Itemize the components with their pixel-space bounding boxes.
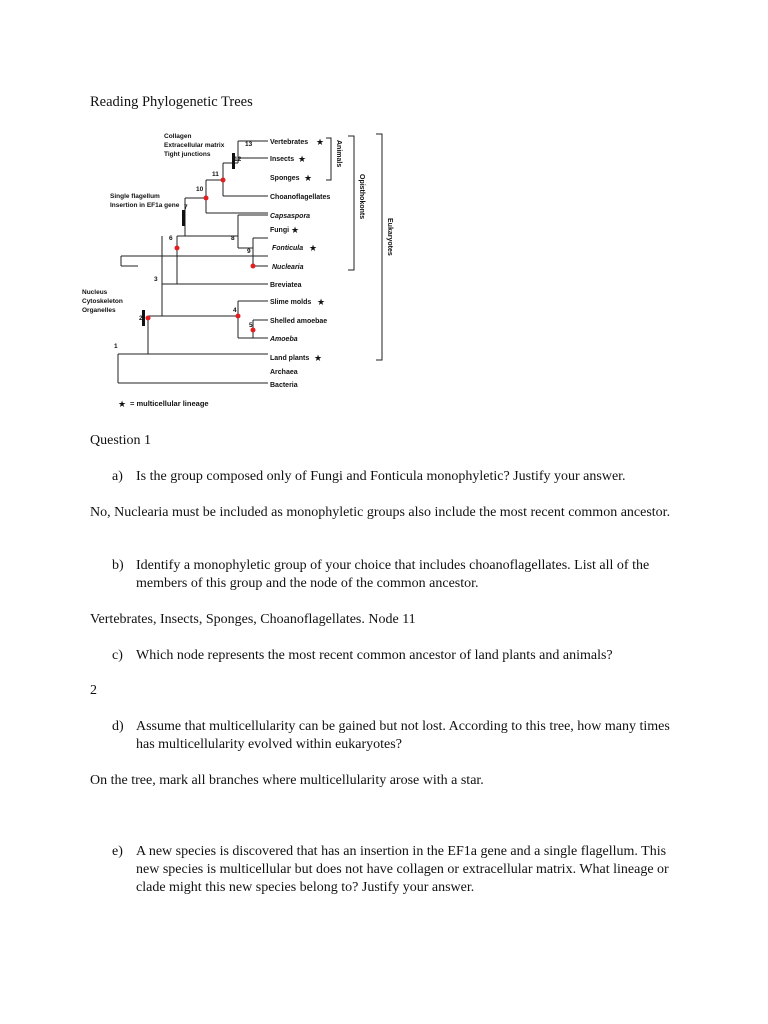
taxon-shelled-amoebae: Shelled amoebae (270, 318, 328, 325)
question-e-text: A new species is discovered that has an insertion in the EF1a gene and a single flagellum. This new species is multicellular but does not have collagen or extracellular matrix. What lineage or clade might this new species belong to? Justify your answer. (136, 844, 669, 895)
star-icon: ★ (304, 174, 313, 184)
trait-organelles: Organelles (82, 307, 116, 314)
clade-eukaryotes: Eukaryotes (386, 218, 393, 256)
taxon-archaea: Archaea (270, 369, 298, 376)
star-icon: ★ (291, 226, 300, 236)
page-title: Reading Phylogenetic Trees (90, 94, 253, 110)
tree-branches (118, 141, 268, 383)
node-label-2: 2 (139, 315, 143, 322)
question-c (112, 647, 682, 665)
question-e-letter: e) (112, 844, 123, 859)
node-label-12: 12 (234, 156, 242, 163)
clade-brackets (326, 134, 382, 360)
taxon-fonticula: Fonticula (272, 245, 304, 252)
taxon-land-plants: Land plants (270, 355, 310, 362)
trait-collagen: Collagen (164, 133, 192, 140)
branch-node-7 (185, 198, 238, 236)
taxon-capsaspora: Capsaspora (270, 213, 311, 220)
branch-node-9 (253, 238, 268, 266)
question-c-letter: c) (112, 648, 123, 663)
star-icon: ★ (314, 354, 323, 364)
node-label-8: 8 (231, 235, 235, 242)
node-label-13: 13 (245, 141, 253, 148)
taxon-nuclearia: Nuclearia (272, 264, 304, 271)
node-label-6: 6 (169, 235, 173, 242)
taxon-choanoflagellates: Choanoflagellates (270, 194, 331, 201)
answer-d: On the tree, mark all branches where multicellularity arose with a star. (90, 773, 484, 788)
question-b-text: Identify a monophyletic group of your choice that includes choanoflagellates. List all of the members of this group and the node of the common ancestor. (136, 558, 650, 591)
answer-a: No, Nuclearia must be included as monophyletic groups also include the most recent common ancestor. (90, 505, 671, 520)
question-a-text: Is the group composed only of Fungi and Fonticula monophyletic? Justify your answer. (136, 469, 626, 484)
question-d-letter: d) (112, 719, 124, 734)
node-label-11: 11 (212, 171, 219, 178)
taxon-fungi: Fungi (270, 227, 290, 234)
question-e (112, 843, 682, 897)
trait-cytoskeleton: Cytoskeleton (82, 298, 123, 305)
star-icon: ★ (309, 244, 318, 254)
bracket-animals (326, 138, 331, 180)
question-b (112, 557, 682, 593)
node-label-5: 5 (249, 322, 253, 329)
node-label-10: 10 (196, 186, 204, 193)
answer-c: 2 (90, 683, 97, 698)
taxon-bacteria: Bacteria (270, 382, 298, 389)
star-icon: ★ (118, 400, 127, 410)
bracket-eukaryotes (376, 134, 382, 360)
trait-nucleus: Nucleus (82, 289, 108, 296)
taxon-amoeba: Amoeba (270, 336, 298, 343)
node-label-3: 3 (154, 276, 158, 283)
taxon-sponges: Sponges (270, 175, 300, 182)
answer-b: Vertebrates, Insects, Sponges, Choanoflagellates. Node 11 (90, 612, 416, 627)
clade-animals: Animals (335, 140, 342, 168)
question-1-label: Question 1 (90, 433, 152, 448)
star-icon: ★ (316, 138, 325, 148)
star-icon: ★ (298, 155, 307, 165)
branch-node-11 (223, 163, 268, 196)
question-c-text: Which node represents the most recent common ancestor of land plants and animals? (136, 648, 613, 663)
star-icon: ★ (317, 298, 326, 308)
question-d-text: Assume that multicellularity can be gained but not lost. According to this tree, how many times has multicellularity evolved within eukaryotes? (136, 719, 670, 752)
bracket-opisthokonts (348, 136, 354, 270)
trait-single-flagellum: Single flagellum (110, 193, 160, 200)
question-a-letter: a) (112, 469, 123, 484)
question-a (112, 468, 682, 486)
phylogenetic-tree-svg (78, 128, 408, 414)
node-label-4: 4 (233, 307, 237, 314)
branch-eukaryote-stem (121, 256, 268, 266)
question-d (112, 718, 682, 754)
question-b-letter: b) (112, 558, 124, 573)
phylogenetic-tree-figure (78, 128, 408, 414)
branch-node-3 (162, 284, 238, 316)
node-label-7: 7 (184, 204, 188, 211)
clade-opisthokonts: Opisthokonts (358, 174, 365, 220)
legend-text: = multicellular lineage (130, 399, 209, 408)
trait-tight-junctions: Tight junctions (164, 151, 211, 158)
node-label-1: 1 (114, 343, 118, 350)
branch-root (118, 354, 268, 383)
taxon-vertebrates: Vertebrates (270, 139, 309, 146)
taxon-slime-molds: Slime molds (270, 299, 312, 306)
trait-ef1a-insertion: Insertion in EF1a gene (110, 202, 180, 209)
taxon-insects: Insects (270, 156, 295, 163)
node-label-9: 9 (247, 248, 251, 255)
taxon-breviatea: Breviatea (270, 282, 302, 289)
trait-extracellular-matrix: Extracellular matrix (164, 142, 225, 149)
branch-node-3-up (162, 236, 177, 284)
branch-node-6 (177, 236, 268, 284)
